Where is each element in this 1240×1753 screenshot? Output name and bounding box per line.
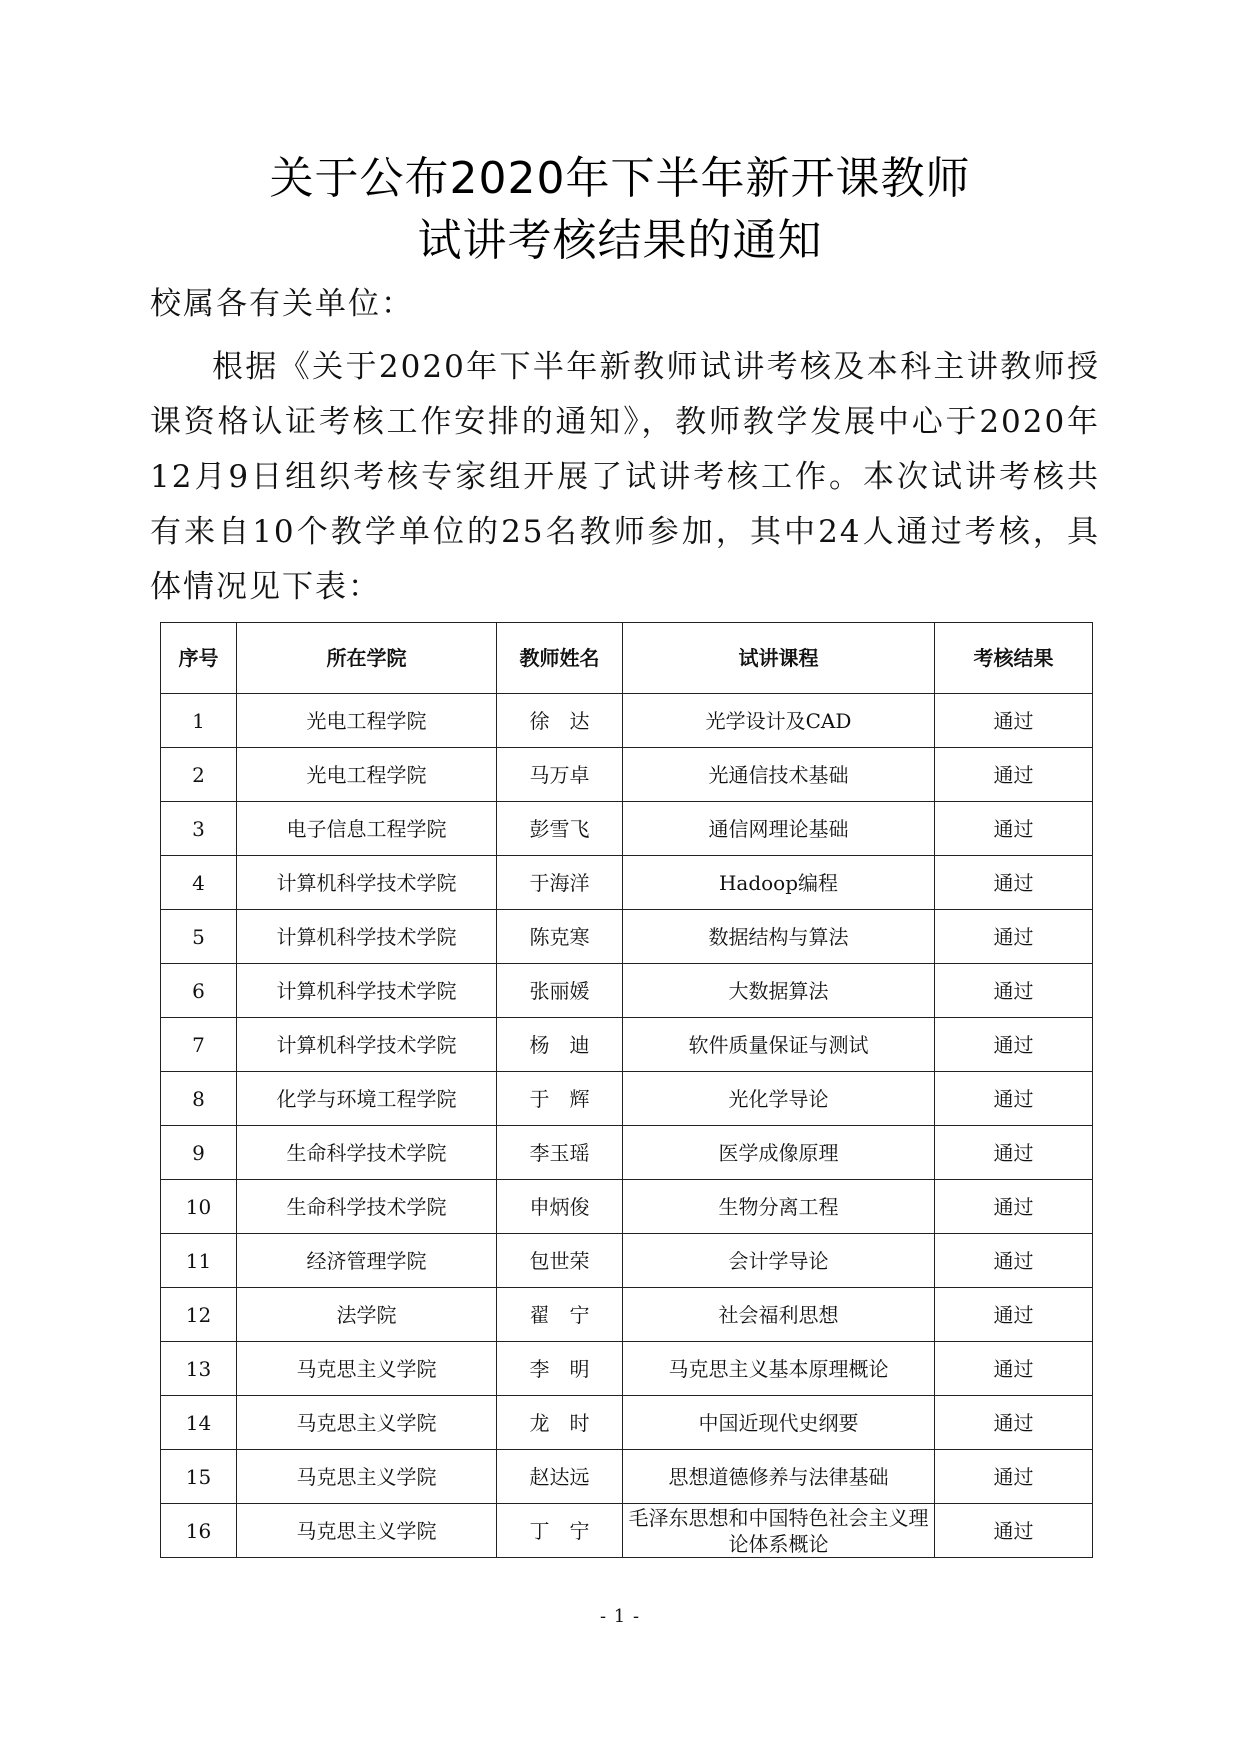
cell-college: 计算机科学技术学院 [237,964,497,1018]
table-row [161,1180,1093,1234]
cell-index: 7 [161,1018,237,1072]
cell-college: 经济管理学院 [237,1234,497,1288]
body-paragraph: 根据《关于2020年下半年新教师试讲考核及本科主讲教师授课资格认证考核工作安排的通知》，教师教学发展中心于2020年12月9日组织考核专家组开展了试讲考核工作。本次试讲考核共有来自10个教学单位的25名教师参加，其中24人通过考核，具体情况见下表： [150,349,1100,605]
cell-teacher-name: 包世荣 [497,1234,623,1288]
cell-teacher-name: 张丽媛 [497,964,623,1018]
table-row [161,1342,1093,1396]
cell-course: 软件质量保证与测试 [623,1018,935,1072]
cell-course: 通信网理论基础 [623,802,935,856]
cell-index: 16 [161,1504,237,1558]
results-table [160,622,1093,1558]
cell-college: 生命科学技术学院 [237,1180,497,1234]
table-header-row [161,623,1093,694]
cell-course: Hadoop编程 [623,856,935,910]
cell-college: 光电工程学院 [237,694,497,748]
table-row [161,1288,1093,1342]
cell-result: 通过 [935,1342,1093,1396]
header-result: 考核结果 [935,623,1093,694]
cell-result: 通过 [935,1288,1093,1342]
document-title-line-1: 关于公布2020年下半年新开课教师 [269,153,971,204]
page-number: - 1 - [599,1606,641,1627]
cell-college: 法学院 [237,1288,497,1342]
salutation: 校属各有关单位： [150,286,414,322]
cell-teacher-name: 李玉瑶 [497,1126,623,1180]
cell-college: 马克思主义学院 [237,1396,497,1450]
table-row [161,1072,1093,1126]
cell-teacher-name: 马万卓 [497,748,623,802]
cell-college: 计算机科学技术学院 [237,1018,497,1072]
cell-index: 2 [161,748,237,802]
cell-teacher-name: 翟 宁 [497,1288,623,1342]
table-row [161,856,1093,910]
cell-college: 电子信息工程学院 [237,802,497,856]
cell-result: 通过 [935,748,1093,802]
cell-result: 通过 [935,802,1093,856]
cell-result: 通过 [935,964,1093,1018]
cell-teacher-name: 赵达远 [497,1450,623,1504]
cell-teacher-name: 彭雪飞 [497,802,623,856]
cell-result: 通过 [935,1504,1093,1558]
cell-index: 6 [161,964,237,1018]
cell-course: 会计学导论 [623,1234,935,1288]
cell-result: 通过 [935,1450,1093,1504]
cell-course: 大数据算法 [623,964,935,1018]
cell-college: 化学与环境工程学院 [237,1072,497,1126]
cell-index: 4 [161,856,237,910]
cell-course: 光通信技术基础 [623,748,935,802]
cell-index: 1 [161,694,237,748]
cell-result: 通过 [935,1018,1093,1072]
cell-index: 5 [161,910,237,964]
header-course: 试讲课程 [623,623,935,694]
cell-college: 光电工程学院 [237,748,497,802]
cell-index: 14 [161,1396,237,1450]
cell-index: 8 [161,1072,237,1126]
header-college: 所在学院 [237,623,497,694]
cell-course: 毛泽东思想和中国特色社会主义理论体系概论 [623,1504,935,1558]
cell-teacher-name: 龙 时 [497,1396,623,1450]
cell-index: 13 [161,1342,237,1396]
table-row [161,1018,1093,1072]
cell-index: 9 [161,1126,237,1180]
table-body [161,694,1093,1558]
header-index: 序号 [161,623,237,694]
document-title-line-2: 试讲考核结果的通知 [417,215,823,266]
cell-teacher-name: 申炳俊 [497,1180,623,1234]
cell-result: 通过 [935,1180,1093,1234]
header-teacher-name: 教师姓名 [497,623,623,694]
cell-teacher-name: 徐 达 [497,694,623,748]
cell-index: 15 [161,1450,237,1504]
table-row [161,802,1093,856]
cell-course: 思想道德修养与法律基础 [623,1450,935,1504]
cell-course: 数据结构与算法 [623,910,935,964]
cell-result: 通过 [935,856,1093,910]
table-row [161,1396,1093,1450]
table-row [161,748,1093,802]
cell-teacher-name: 于 辉 [497,1072,623,1126]
table-row [161,1450,1093,1504]
cell-teacher-name: 陈克寒 [497,910,623,964]
table-row [161,1126,1093,1180]
cell-teacher-name: 杨 迪 [497,1018,623,1072]
cell-index: 3 [161,802,237,856]
cell-college: 马克思主义学院 [237,1450,497,1504]
cell-teacher-name: 于海洋 [497,856,623,910]
cell-result: 通过 [935,1126,1093,1180]
cell-course: 马克思主义基本原理概论 [623,1342,935,1396]
cell-course: 中国近现代史纲要 [623,1396,935,1450]
cell-index: 12 [161,1288,237,1342]
cell-college: 计算机科学技术学院 [237,856,497,910]
table-row [161,1234,1093,1288]
cell-course: 医学成像原理 [623,1126,935,1180]
cell-college: 生命科学技术学院 [237,1126,497,1180]
cell-course: 社会福利思想 [623,1288,935,1342]
table-row [161,910,1093,964]
cell-college: 计算机科学技术学院 [237,910,497,964]
cell-result: 通过 [935,1072,1093,1126]
cell-course: 生物分离工程 [623,1180,935,1234]
cell-teacher-name: 李 明 [497,1342,623,1396]
cell-result: 通过 [935,910,1093,964]
cell-course: 光化学导论 [623,1072,935,1126]
table-row [161,694,1093,748]
cell-teacher-name: 丁 宁 [497,1504,623,1558]
cell-result: 通过 [935,1234,1093,1288]
cell-course: 光学设计及CAD [623,694,935,748]
table-row [161,1504,1093,1558]
cell-result: 通过 [935,694,1093,748]
table-row [161,964,1093,1018]
cell-index: 11 [161,1234,237,1288]
cell-index: 10 [161,1180,237,1234]
cell-result: 通过 [935,1396,1093,1450]
cell-college: 马克思主义学院 [237,1504,497,1558]
cell-college: 马克思主义学院 [237,1342,497,1396]
